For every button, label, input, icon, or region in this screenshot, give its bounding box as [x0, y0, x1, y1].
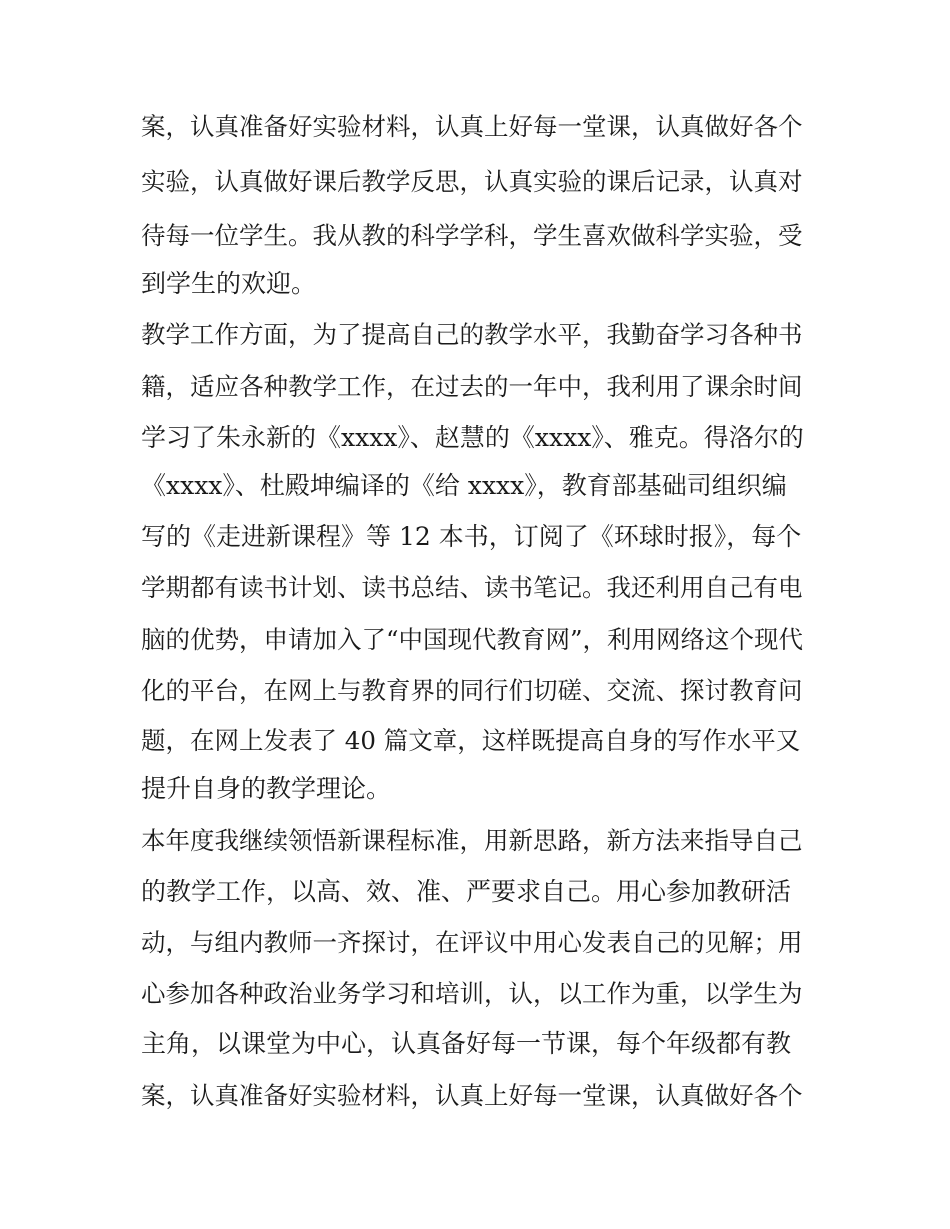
text-line: 教学工作方面，为了提高自己的教学水平，我勤奋学习各种书	[141, 320, 803, 349]
text-line: 提升自身的教学理论。	[141, 774, 392, 803]
text-line: 脑的优势，申请加入了“中国现代教育网”，利用网络这个现代	[141, 625, 804, 654]
text-line: 籍，适应各种教学工作，在过去的一年中，我利用了课余时间	[141, 372, 803, 401]
text-line: 的教学工作，以高、效、准、严要求自己。用心参加教研活	[141, 877, 792, 906]
text-line: 本年度我继续领悟新课程标准，用新思路，新方法来指导自己	[141, 826, 803, 855]
text-line: 心参加各种政治业务学习和培训，认，以工作为重，以学生为	[141, 979, 803, 1008]
text-line: 主角，以课堂为中心，认真备好每一节课，每个年级都有教	[141, 1029, 792, 1058]
text-line: 实验，认真做好课后教学反思，认真实验的课后记录，认真对	[141, 167, 803, 196]
text-line: 化的平台，在网上与教育界的同行们切磋、交流、探讨教育问	[141, 676, 803, 705]
text-line: 学期都有读书计划、读书总结、读书笔记。我还利用自己有电	[141, 573, 803, 602]
text-line: 案，认真准备好实验材料，认真上好每一堂课，认真做好各个	[141, 1081, 803, 1110]
text-line: 题，在网上发表了 40 篇文章，这样既提高自身的写作水平又	[141, 726, 801, 755]
text-line: 到学生的欢迎。	[141, 269, 317, 298]
text-line: 待每一位学生。我从教的科学学科，学生喜欢做科学实验，受	[141, 221, 803, 250]
text-line: 《xxxx》、杜殿坤编译的《给 xxxx》，教育部基础司组织编	[141, 471, 787, 500]
text-line: 动，与组内教师一齐探讨，在评议中用心发表自己的见解；用	[141, 928, 803, 957]
text-line: 学习了朱永新的《xxxx》、赵慧的《xxxx》、雅克。得洛尔的	[141, 423, 804, 452]
text-line: 写的《走进新课程》等 12 本书，订阅了《环球时报》，每个	[141, 522, 802, 551]
text-line: 案，认真准备好实验材料，认真上好每一堂课，认真做好各个	[141, 112, 803, 141]
